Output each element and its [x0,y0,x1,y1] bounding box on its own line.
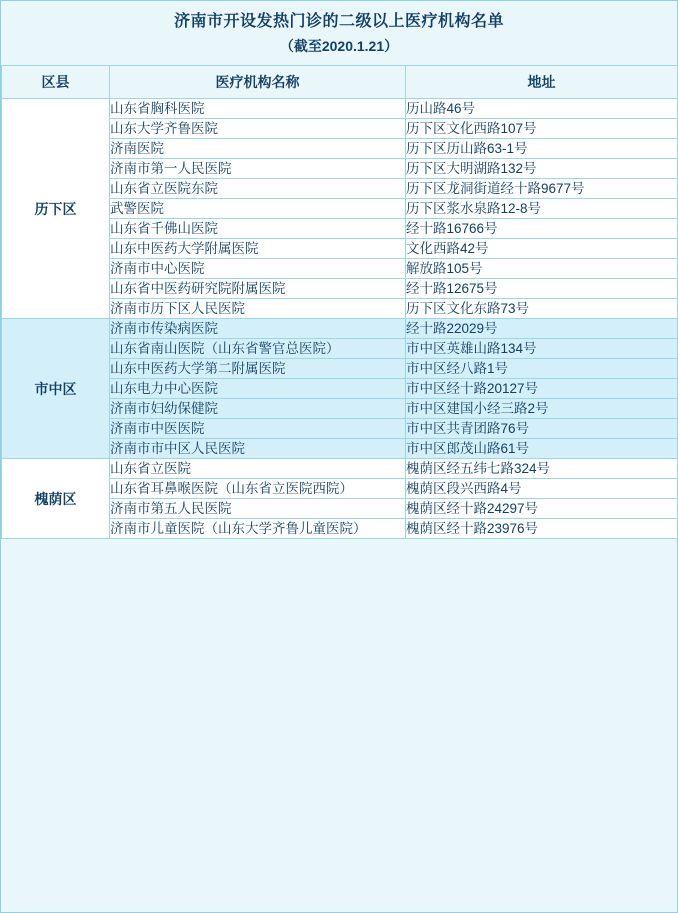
hospital-address-cell: 历下区浆水泉路12-8号 [406,199,678,219]
hospital-name-cell: 山东中医药大学第二附属医院 [110,359,406,379]
hospital-address-cell: 市中区经八路1号 [406,359,678,379]
hospital-name-cell: 武警医院 [110,199,406,219]
hospital-name-cell: 济南市中心医院 [110,259,406,279]
column-header-address: 地址 [406,66,678,99]
hospital-address-cell: 经十路22029号 [406,319,678,339]
table-row [2,319,678,339]
hospital-name-cell: 济南市中医医院 [110,419,406,439]
table-header [2,66,678,99]
hospital-address-cell: 经十路12675号 [406,279,678,299]
hospital-name-cell: 山东省立医院 [110,459,406,479]
hospital-name-cell: 山东省胸科医院 [110,99,406,119]
hospital-name-cell: 山东省耳鼻喉医院（山东省立医院西院） [110,479,406,499]
hospital-name-cell: 济南市第五人民医院 [110,499,406,519]
hospital-address-cell: 市中区建国小经三路2号 [406,399,678,419]
column-header-name: 医疗机构名称 [110,66,406,99]
hospital-name-cell: 山东省立医院东院 [110,179,406,199]
table-header-row [2,66,678,99]
hospital-address-cell: 历下区文化东路73号 [406,299,678,319]
hospital-name-cell: 山东大学齐鲁医院 [110,119,406,139]
title-block [1,1,677,65]
hospital-name-cell: 济南市历下区人民医院 [110,299,406,319]
hospital-address-cell: 槐荫区经十路24297号 [406,499,678,519]
hospital-address-cell: 槐荫区经十路23976号 [406,519,678,539]
hospital-address-cell: 文化西路42号 [406,239,678,259]
hospital-address-cell: 市中区经十路20127号 [406,379,678,399]
page-title: 济南市开设发热门诊的二级以上医疗机构名单 [173,13,504,30]
hospital-name-cell: 山东电力中心医院 [110,379,406,399]
district-cell: 市中区 [2,319,110,459]
table-row [2,99,678,119]
hospital-name-cell: 济南市第一人民医院 [110,159,406,179]
district-cell: 历下区 [2,99,110,319]
hospital-address-cell: 历下区大明湖路132号 [406,159,678,179]
hospital-name-cell: 山东省中医药研究院附属医院 [110,279,406,299]
hospital-address-cell: 解放路105号 [406,259,678,279]
hospital-name-cell: 济南市传染病医院 [110,319,406,339]
table-row [2,459,678,479]
table-body [2,99,678,539]
hospital-address-cell: 历下区文化西路107号 [406,119,678,139]
page-subtitle: （截至2020.1.21） [279,38,399,54]
hospital-address-cell: 市中区英雄山路134号 [406,339,678,359]
hospital-address-cell: 历下区历山路63-1号 [406,139,678,159]
hospital-name-cell: 济南市市中区人民医院 [110,439,406,459]
hospital-name-cell: 济南市妇幼保健院 [110,399,406,419]
hospital-address-cell: 市中区郎茂山路61号 [406,439,678,459]
hospital-name-cell: 山东省千佛山医院 [110,219,406,239]
hospital-table [1,65,678,539]
hospital-name-cell: 山东省南山医院（山东省警官总医院） [110,339,406,359]
hospital-address-cell: 槐荫区段兴西路4号 [406,479,678,499]
hospital-address-cell: 市中区共青团路76号 [406,419,678,439]
hospital-address-cell: 历下区龙洞街道经十路9677号 [406,179,678,199]
district-cell: 槐荫区 [2,459,110,539]
hospital-name-cell: 山东中医药大学附属医院 [110,239,406,259]
hospital-address-cell: 历山路46号 [406,99,678,119]
hospital-address-cell: 经十路16766号 [406,219,678,239]
hospital-address-cell: 槐荫区经五纬七路324号 [406,459,678,479]
hospital-name-cell: 济南医院 [110,139,406,159]
column-header-district: 区县 [2,66,110,99]
hospital-name-cell: 济南市儿童医院（山东大学齐鲁儿童医院） [110,519,406,539]
